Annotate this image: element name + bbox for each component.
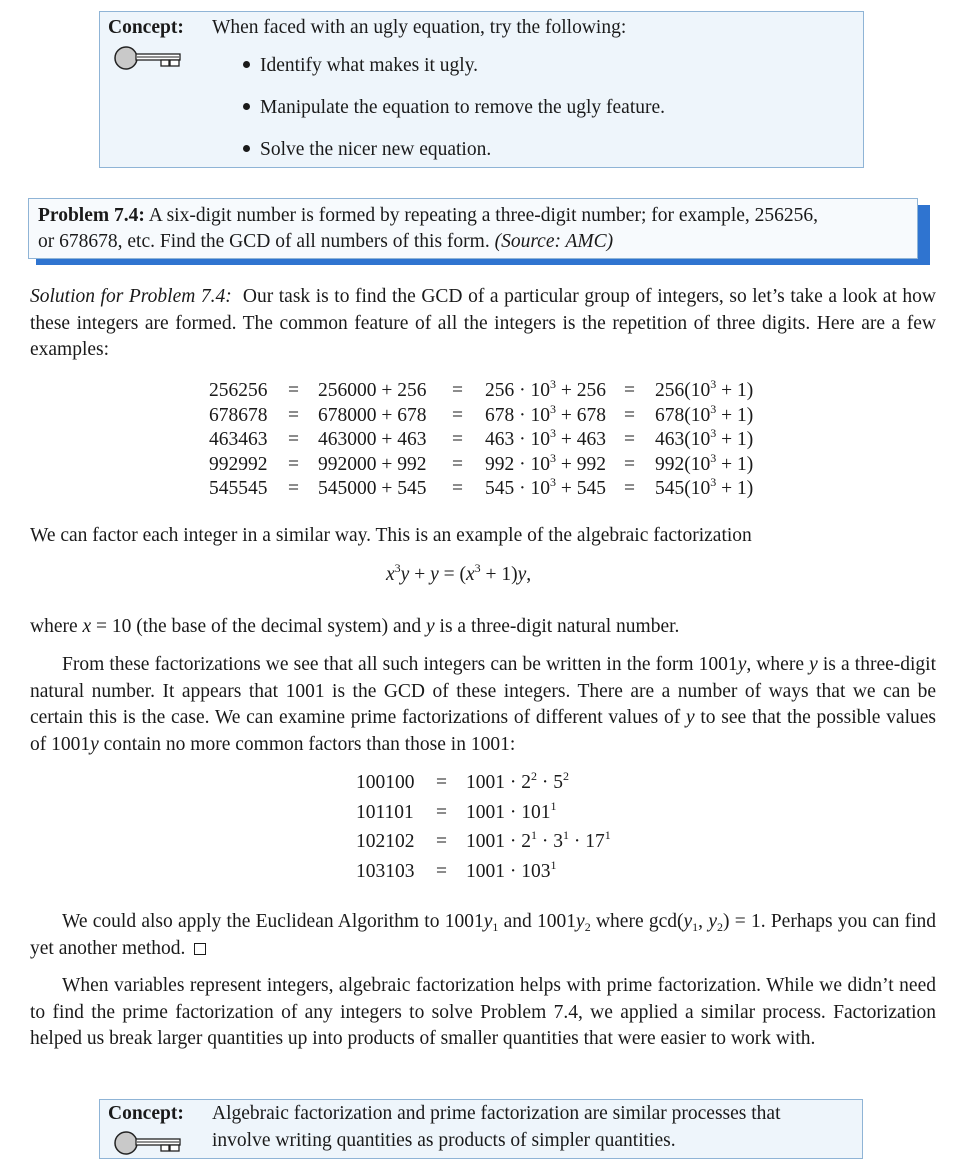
euclid-text: where gcd( (595, 911, 684, 932)
concept-label: Concept: (108, 1103, 184, 1124)
from-text: to see that the possible values of 1001 (30, 707, 937, 755)
equals-sign: = (624, 478, 635, 499)
example-row (0, 426, 960, 453)
equals-sign: = (436, 772, 447, 793)
example-sum: 992000 + 992 (318, 453, 427, 475)
concept-bullet (243, 139, 491, 161)
problem-box (28, 198, 918, 259)
prime-factorization: $1001 \cdot 103^1$ (466, 857, 557, 882)
problem-line2: or 678678, etc. Find the GCD of all numbers of this form. (38, 231, 490, 252)
var-x: x (82, 616, 92, 637)
solution-paragraph (30, 284, 936, 364)
qed-square-icon (194, 943, 206, 955)
example-sum: 463000 + 463 (318, 429, 427, 450)
concept-line2: involve writing quantities as products of simpler quantities. (212, 1130, 676, 1151)
factor-paragraph: We can factor each integer in a similar way. This is an example of the algebraic factorization (30, 525, 752, 546)
concept-box-1 (99, 11, 864, 168)
equals-sign: = (624, 404, 635, 426)
final-paragraph: When variables represent integers, algebraic factorization helps with prime factorization. While we didn’t need to find the prime factorization of any integers to solve Problem 7.4, we applied a similar process. Factorization helped us break larger quantities up into products of smaller quantities that were easier to work with. (30, 975, 936, 1049)
bullet-dot-icon (243, 103, 250, 110)
euclid-text: and 1001 (503, 911, 577, 932)
equals-sign: = (452, 478, 463, 499)
key-icon (113, 1130, 183, 1156)
from-text: contain no more common factors than those in 1001: (103, 733, 516, 755)
prime-number: 100100 (356, 772, 415, 793)
bullet-dot-icon (243, 61, 250, 68)
equals-sign: = (624, 453, 635, 475)
example-sum: 256000 + 256 (318, 380, 427, 401)
prime-factorization: $1001 \cdot 2^1 \cdot 3^1 \cdot 17^1$ (466, 828, 611, 852)
key-icon (113, 45, 183, 71)
example-factored: $463(10^3 + 1)$ (655, 426, 754, 450)
prime-row (0, 857, 960, 885)
where-paragraph (30, 614, 936, 641)
prime-number: 102102 (356, 831, 415, 852)
equals-sign: = (452, 429, 463, 450)
problem-label: Problem 7.4: (38, 205, 145, 226)
equals-sign: = (452, 380, 463, 401)
prime-number: 103103 (356, 860, 415, 882)
bullet-text: Manipulate the equation to remove the ugly feature. (260, 97, 666, 118)
equals-sign: = (288, 453, 299, 475)
concept-box-2 (99, 1099, 863, 1159)
example-power-form: $256 \cdot 10^3 + 256$ (485, 377, 606, 401)
example-number: 678678 (209, 404, 268, 426)
example-power-form: $545 \cdot 10^3 + 545$ (485, 475, 606, 499)
example-sum: 678000 + 678 (318, 404, 427, 426)
equals-sign: = (436, 831, 447, 852)
equals-sign: = (452, 453, 463, 475)
example-row (0, 401, 960, 429)
prime-row (0, 828, 960, 855)
concept-bullet (243, 97, 665, 119)
example-row (0, 450, 960, 478)
euclid-paragraph: We could also apply the Euclidean Algorithm to $1001y_1$ and $1001y_2$ where $\gcd(y_1$, $y_2) = 1$. Perhaps you can find yet another method. (30, 911, 937, 959)
concept-bullet (243, 55, 478, 77)
concept-line1: Algebraic factorization and prime factorization are similar processes that (212, 1103, 781, 1124)
example-row (0, 475, 960, 502)
example-factored: $545(10^3 + 1)$ (655, 475, 754, 499)
example-sum: 545000 + 545 (318, 478, 427, 499)
from-text: is a three-digit natural number. It appears that 1001 is the GCD of these integers. There are a number of ways that we can be certain this is the case. We can examine prime factorizations of different values of (30, 654, 937, 728)
equals-sign: = (288, 380, 299, 401)
equals-sign: = (452, 404, 463, 426)
from-text: From these factorizations we see that all such integers can be written in the form 1001 (62, 654, 738, 675)
prime-row (0, 798, 960, 826)
equals-sign: = (288, 478, 299, 499)
example-factored: $992(10^3 + 1)$ (655, 450, 754, 475)
example-number: 256256 (209, 380, 268, 401)
prime-factorization: $1001 \cdot 101^1$ (466, 798, 557, 823)
var-y: y (426, 616, 435, 637)
example-power-form: $992 \cdot 10^3 + 992$ (485, 450, 606, 475)
example-row (0, 377, 960, 404)
problem-source: (Source: AMC) (494, 231, 614, 252)
example-number: 463463 (209, 429, 268, 450)
example-factored: $678(10^3 + 1)$ (655, 401, 754, 426)
factorization-equation: $x^3y + y = (x^3 + 1)y$, (386, 561, 532, 585)
equals-sign: = (624, 429, 635, 450)
where-text: where (30, 616, 78, 637)
example-power-form: $463 \cdot 10^3 + 463$ (485, 426, 606, 450)
bullet-dot-icon (243, 145, 250, 152)
problem-text (38, 203, 918, 255)
solution-label: Solution for Problem 7.4: (30, 286, 232, 307)
equals-sign: = (436, 860, 447, 882)
from-paragraph: From these factorizations we see that all such integers can be written in the form 1001y, where y is a three-digit natural number. It appears that 1001 is the GCD of these integers. There are a number of ways that we can be certain this is the case. We can examine prime factorizations of different values of y to see that the possible values of 1001y contain no more common factors than those in 1001: (30, 654, 937, 755)
equals-sign: = (436, 801, 447, 823)
from-text: , where (746, 654, 804, 675)
concept-intro: When faced with an ugly equation, try the following: (212, 17, 627, 38)
prime-number: 101101 (356, 801, 414, 823)
example-number: 545545 (209, 478, 268, 499)
example-factored: $256(10^3 + 1)$ (655, 377, 754, 401)
prime-factorization: $1001 \cdot 2^2 \cdot 5^2$ (466, 769, 569, 793)
equals-sign: = (288, 404, 299, 426)
equals-sign: = (624, 380, 635, 401)
example-power-form: $678 \cdot 10^3 + 678$ (485, 401, 606, 426)
bullet-text: Identify what makes it ugly. (260, 55, 479, 76)
solution-text: Our task is to find the GCD of a particular group of integers, so let’s take a look at how these integers are formed. The common feature of all the integers is the repetition of three digits. Here are a few examples: (30, 286, 936, 360)
euclid-text: ) = 1. Perhaps you can find yet another method. (30, 911, 937, 959)
where-text: is a three-digit natural number. (439, 616, 680, 637)
euclid-text: We could also apply the Euclidean Algorithm to 1001 (62, 911, 484, 932)
concept-label: Concept: (108, 17, 184, 38)
prime-row (0, 769, 960, 796)
example-number: 992992 (209, 453, 268, 475)
problem-line1: A six-digit number is formed by repeating a three-digit number; for example, 256256, (148, 205, 819, 226)
bullet-text: Solve the nicer new equation. (260, 139, 492, 160)
where-text: = 10 (the base of the decimal system) and (96, 616, 422, 637)
equals-sign: = (288, 429, 299, 450)
